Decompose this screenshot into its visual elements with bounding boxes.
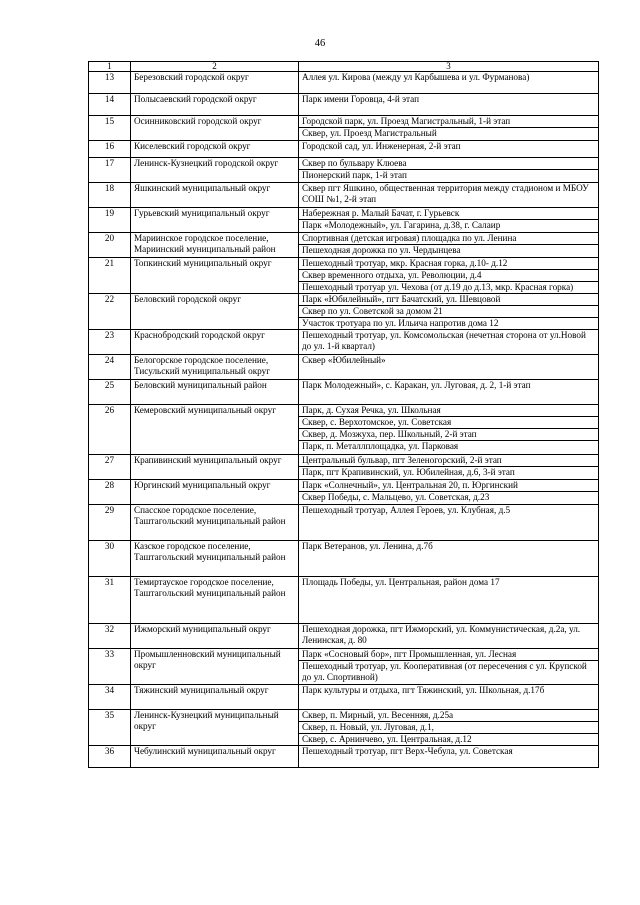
table-row bbox=[89, 480, 599, 505]
row-number: 29 bbox=[89, 505, 131, 541]
row-number: 36 bbox=[89, 746, 131, 768]
territory-item: Центральный бульвар, пгт Зеленогорский, 2-й этап bbox=[302, 455, 502, 465]
territory-list bbox=[299, 505, 599, 541]
territory-list bbox=[299, 158, 599, 183]
table-row bbox=[89, 158, 599, 183]
header-cell-3: 3 bbox=[299, 62, 599, 72]
district-name: Киселевский городской округ bbox=[131, 141, 299, 158]
table-row bbox=[89, 94, 599, 116]
header-cell-1: 1 bbox=[89, 62, 131, 72]
territory-list bbox=[299, 330, 599, 355]
table-row bbox=[89, 505, 599, 541]
district-name: Ленинск-Кузнецкий муниципальный округ bbox=[131, 710, 299, 746]
territory-item: Парк Ветеранов, ул. Ленина, д.7б bbox=[302, 541, 433, 551]
row-number: 22 bbox=[89, 294, 131, 330]
table-row bbox=[89, 233, 599, 258]
territory-item: Участок тротуара по ул. Ильича напротив дома 12 bbox=[299, 317, 598, 329]
territory-item: Сквер Победы, с. Мальцево, ул. Советская, д.23 bbox=[299, 491, 598, 503]
row-number: 27 bbox=[89, 455, 131, 480]
district-name: Тяжинский муниципальный округ bbox=[131, 685, 299, 710]
territory-list bbox=[299, 685, 599, 710]
row-number: 18 bbox=[89, 183, 131, 208]
territory-item: Парк «Юбилейный», пгт Бачатский, ул. Шевцовой bbox=[302, 294, 501, 304]
table-row bbox=[89, 624, 599, 649]
row-number: 19 bbox=[89, 208, 131, 233]
table-row bbox=[89, 116, 599, 141]
district-name: Березовский городской округ bbox=[131, 72, 299, 94]
table-row bbox=[89, 710, 599, 746]
district-name: Ижморский муниципальный округ bbox=[131, 624, 299, 649]
territory-item: Пешеходный тротуар ул. Чехова (от д.19 до д.13, мкр. Красная горка) bbox=[299, 281, 598, 293]
page-number: 46 bbox=[314, 38, 326, 49]
district-name: Юргинский муниципальный округ bbox=[131, 480, 299, 505]
territory-item: Парк Молодежный», с. Каракан, ул. Луговая, д. 2, 1-й этап bbox=[302, 380, 531, 390]
territory-item: Пешеходный тротуар, пгт Верх-Чебула, ул. Советская bbox=[302, 746, 513, 756]
table-row bbox=[89, 746, 599, 768]
row-number: 33 bbox=[89, 649, 131, 685]
table-row bbox=[89, 294, 599, 330]
row-number: 23 bbox=[89, 330, 131, 355]
territory-item: Парк «Сосновый бор», пгт Промышленная, ул. Лесная bbox=[302, 649, 517, 659]
territory-list bbox=[299, 405, 599, 455]
territory-list bbox=[299, 233, 599, 258]
table-row bbox=[89, 405, 599, 455]
table-row bbox=[89, 141, 599, 158]
territory-item: Сквер, д. Мозжуха, пер. Школьный, 2-й этап bbox=[299, 428, 598, 440]
territory-list bbox=[299, 624, 599, 649]
territory-item: Площадь Победы, ул. Центральная, район дома 17 bbox=[302, 577, 500, 587]
territory-item: Сквер, п. Мирный, ул. Весенняя, д.25а bbox=[302, 710, 454, 720]
district-name: Спасское городское поселение, Таштагольский муниципальный район bbox=[131, 505, 299, 541]
territory-item: Сквер по бульвару Клюева bbox=[302, 158, 407, 168]
territory-item: Сквер «Юбилейный» bbox=[302, 355, 386, 365]
territory-item: Парк, пгт Крапивинский, ул. Юбилейная, д.6, 3-й этап bbox=[299, 466, 598, 478]
territory-item: Пешеходный тротуар, Аллея Героев, ул. Клубная, д.5 bbox=[302, 505, 511, 515]
district-name: Белогорское городское поселение, Тисульский муниципальный округ bbox=[131, 355, 299, 380]
table-row bbox=[89, 685, 599, 710]
table-row bbox=[89, 208, 599, 233]
row-number: 21 bbox=[89, 258, 131, 294]
table-row bbox=[89, 455, 599, 480]
district-name: Топкинский муниципальный округ bbox=[131, 258, 299, 294]
territory-item: Парк «Молодежный», ул. Гагарина, д.38, г. Салаир bbox=[299, 219, 598, 231]
table-header-row bbox=[89, 62, 599, 72]
row-number: 16 bbox=[89, 141, 131, 158]
row-number: 35 bbox=[89, 710, 131, 746]
district-name: Крапивинский муниципальный округ bbox=[131, 455, 299, 480]
territory-list bbox=[299, 355, 599, 380]
territory-item: Сквер временного отдыха, ул. Революции, д.4 bbox=[299, 269, 598, 281]
territory-item: Сквер, ул. Проезд Магистральный bbox=[299, 127, 598, 139]
table-row bbox=[89, 183, 599, 208]
territory-list bbox=[299, 541, 599, 577]
row-number: 30 bbox=[89, 541, 131, 577]
territory-item: Аллея ул. Кирова (между ул Карбышева и ул. Фурманова) bbox=[302, 72, 530, 82]
district-name: Мариинское городское поселение, Мариинский муниципальный район bbox=[131, 233, 299, 258]
territory-list bbox=[299, 746, 599, 768]
district-name: Кемеровский муниципальный округ bbox=[131, 405, 299, 455]
territory-item: Парк «Солнечный», ул. Центральная 20, п. Юргинский bbox=[302, 480, 518, 490]
territory-item: Сквер пгт Яшкино, общественная территория между стадионом и МБОУ СОШ №1, 2-й этап bbox=[302, 183, 589, 204]
table-row bbox=[89, 541, 599, 577]
territory-list bbox=[299, 380, 599, 405]
district-name: Казское городское поселение, Таштагольский муниципальный район bbox=[131, 541, 299, 577]
territory-item: Парк, д. Сухая Речка, ул. Школьная bbox=[302, 405, 441, 415]
table-row bbox=[89, 577, 599, 624]
table-row bbox=[89, 380, 599, 405]
district-name: Краснобродский городской округ bbox=[131, 330, 299, 355]
territory-item: Пешеходный тротуар, ул. Кооперативная (от пересечения с ул. Крупской до ул. Спортивной) bbox=[299, 660, 598, 683]
territory-list bbox=[299, 710, 599, 746]
row-number: 25 bbox=[89, 380, 131, 405]
district-name: Ленинск-Кузнецкий городской округ bbox=[131, 158, 299, 183]
table-row bbox=[89, 649, 599, 685]
territory-item: Парк культуры и отдыха, пгт Тяжинский, ул. Школьная, д.17б bbox=[302, 685, 545, 695]
territory-item: Парк имени Горовца, 4-й этап bbox=[302, 94, 420, 104]
header-cell-2: 2 bbox=[131, 62, 299, 72]
row-number: 32 bbox=[89, 624, 131, 649]
territory-list bbox=[299, 294, 599, 330]
row-number: 24 bbox=[89, 355, 131, 380]
territory-list bbox=[299, 141, 599, 158]
territory-item: Городской парк, ул. Проезд Магистральный, 1-й этап bbox=[302, 116, 511, 126]
territory-list bbox=[299, 116, 599, 141]
district-name: Беловский муниципальный район bbox=[131, 380, 299, 405]
row-number: 13 bbox=[89, 72, 131, 94]
territory-item: Пешеходная дорожка по ул. Чердынцева bbox=[299, 244, 598, 256]
territory-item: Пешеходный тротуар, ул. Комсомольская (нечетная сторона от ул.Новой до ул. 1-й квартал) bbox=[302, 330, 586, 351]
territory-item: Сквер, п. Новый, ул. Луговая, д.1, bbox=[299, 721, 598, 733]
territory-item: Спортивная (детская игровая) площадка по ул. Ленина bbox=[302, 233, 517, 243]
territory-list bbox=[299, 649, 599, 685]
row-number: 26 bbox=[89, 405, 131, 455]
territory-list bbox=[299, 480, 599, 505]
territory-list bbox=[299, 577, 599, 624]
row-number: 15 bbox=[89, 116, 131, 141]
table-row bbox=[89, 355, 599, 380]
district-name: Гурьевский муниципальный округ bbox=[131, 208, 299, 233]
row-number: 14 bbox=[89, 94, 131, 116]
territory-list bbox=[299, 208, 599, 233]
row-number: 31 bbox=[89, 577, 131, 624]
territory-item: Пешеходная дорожка, пгт Ижморский, ул. Коммунистическая, д.2а, ул. Ленинская, д. 80 bbox=[302, 624, 581, 645]
territory-item: Набережная р. Малый Бачат, г. Гурьевск bbox=[302, 208, 460, 218]
districts-table bbox=[88, 61, 599, 768]
district-name: Промышленновский муниципальный округ bbox=[131, 649, 299, 685]
district-name: Темиртауское городское поселение, Таштагольский муниципальный район bbox=[131, 577, 299, 624]
territory-item: Пешеходный тротуар, мкр. Красная горка, д.10- д.12 bbox=[302, 258, 508, 268]
table-row bbox=[89, 72, 599, 94]
row-number: 34 bbox=[89, 685, 131, 710]
table-row bbox=[89, 258, 599, 294]
territory-item: Сквер по ул. Советской за домом 21 bbox=[299, 305, 598, 317]
territory-list bbox=[299, 455, 599, 480]
row-number: 20 bbox=[89, 233, 131, 258]
territory-item: Сквер, с. Верхотомское, ул. Советская bbox=[299, 416, 598, 428]
territory-item: Городской сад, ул. Инженерная, 2-й этап bbox=[302, 141, 461, 151]
territory-list bbox=[299, 183, 599, 208]
territory-item: Парк, п. Металлплощадка, ул. Парковая bbox=[299, 440, 598, 452]
district-name: Яшкинский муниципальный округ bbox=[131, 183, 299, 208]
territory-list bbox=[299, 258, 599, 294]
row-number: 17 bbox=[89, 158, 131, 183]
table-row bbox=[89, 330, 599, 355]
district-name: Осинниковский городской округ bbox=[131, 116, 299, 141]
territory-list bbox=[299, 72, 599, 94]
territory-item: Пионерский парк, 1-й этап bbox=[299, 169, 598, 181]
district-name: Чебулинский муниципальный округ bbox=[131, 746, 299, 768]
row-number: 28 bbox=[89, 480, 131, 505]
territory-list bbox=[299, 94, 599, 116]
district-name: Полысаевский городской округ bbox=[131, 94, 299, 116]
district-name: Беловский городской округ bbox=[131, 294, 299, 330]
territory-item: Сквер, с. Арнинчево, ул. Центральная, д.12 bbox=[299, 733, 598, 745]
